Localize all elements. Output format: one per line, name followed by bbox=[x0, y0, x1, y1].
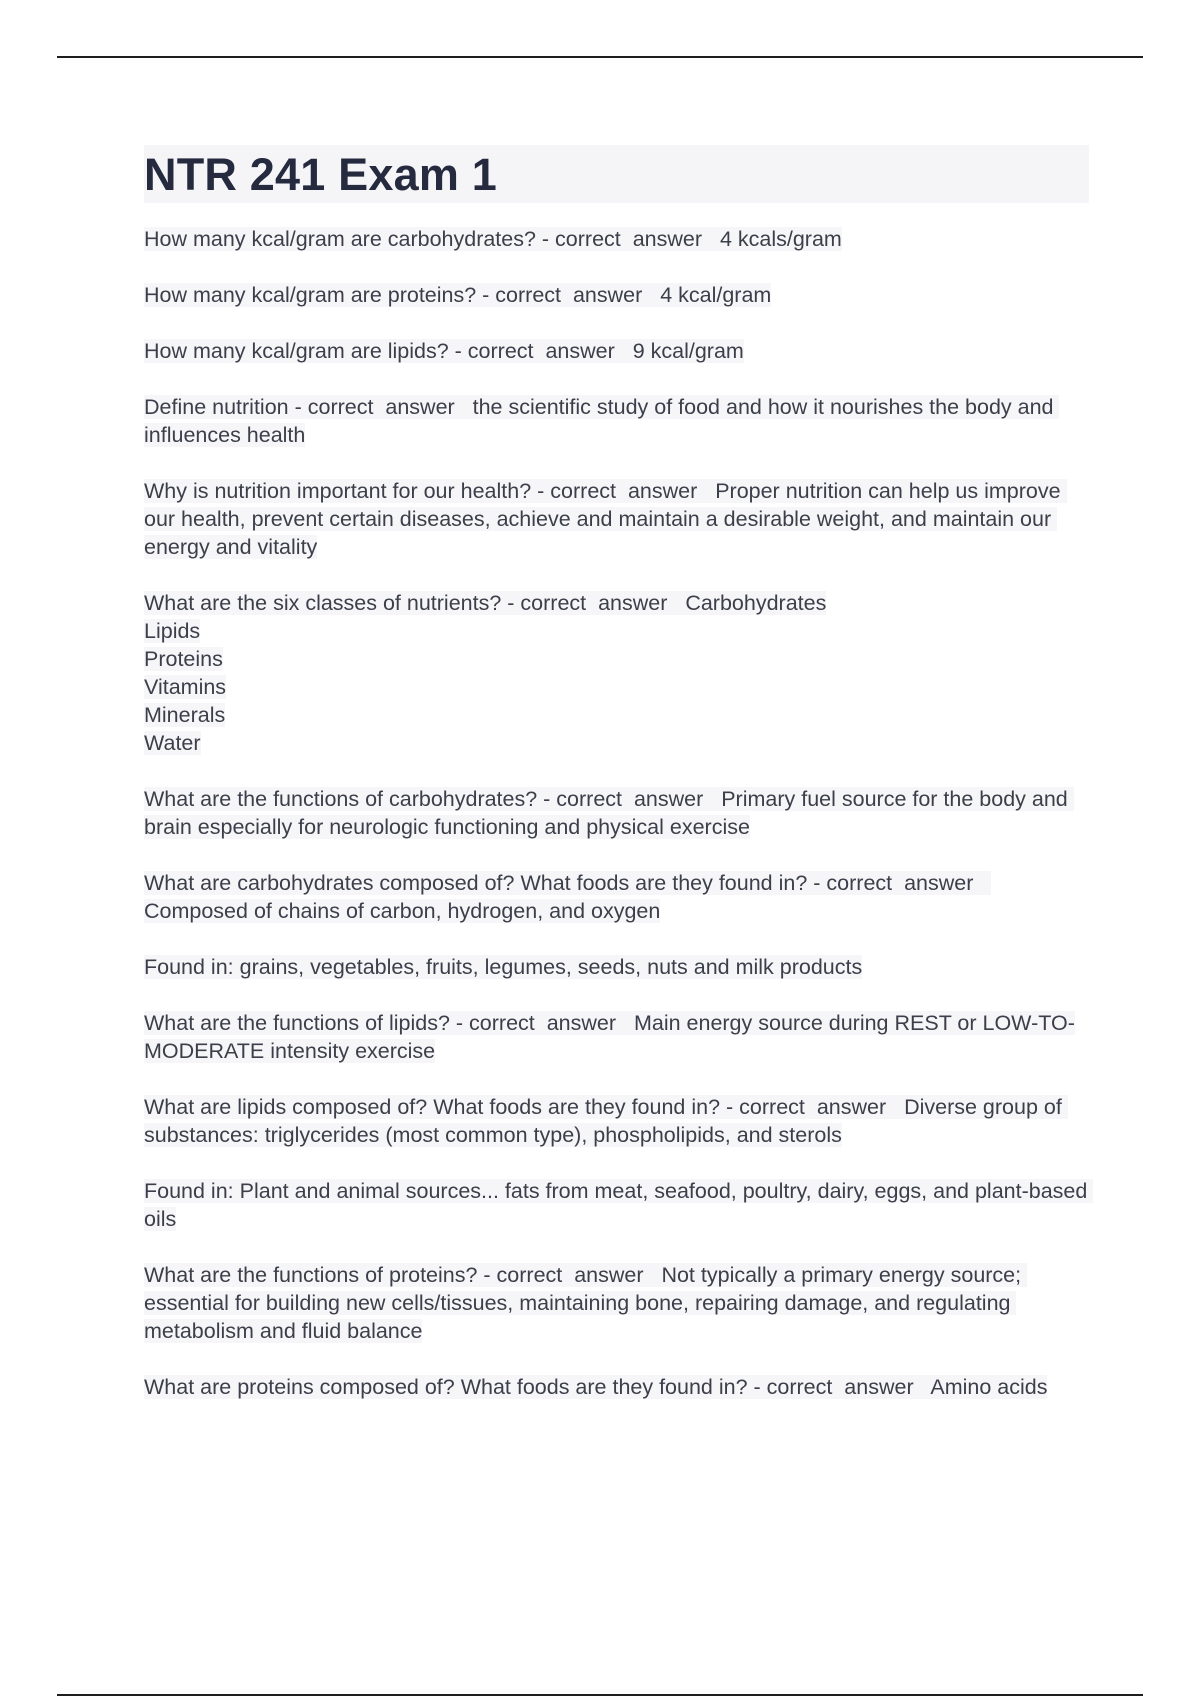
qa-text bbox=[144, 1375, 1047, 1399]
answer-text: Diverse group of substances: triglycerides (most common type), phospholipids, and sterols bbox=[144, 1095, 1068, 1147]
qa-text bbox=[144, 955, 862, 979]
question-text: How many kcal/gram are lipids? bbox=[144, 339, 449, 363]
qa-entry bbox=[144, 393, 1089, 449]
answer-text: Primary fuel source for the body and brain especially for neurologic functioning and physical exercise bbox=[144, 787, 1074, 839]
qa-entry bbox=[144, 869, 1089, 925]
answer-text: Not typically a primary energy source; essential for building new cells/tissues, maintaining bone, repairing damage, and regulating metabolism and fluid balance bbox=[144, 1263, 1028, 1343]
qa-text bbox=[144, 395, 1059, 447]
question-text: Define nutrition bbox=[144, 395, 289, 419]
answer-separator: - correct answer bbox=[720, 1095, 905, 1119]
qa-text bbox=[144, 283, 771, 307]
question-text: What are the functions of carbohydrates? bbox=[144, 787, 538, 811]
answer-text: 4 kcal/gram bbox=[660, 283, 772, 307]
qa-entry bbox=[144, 589, 1089, 757]
question-text: How many kcal/gram are carbohydrates? bbox=[144, 227, 536, 251]
answer-separator: - correct answer bbox=[747, 1375, 931, 1399]
answer-text: 9 kcal/gram bbox=[632, 339, 744, 363]
qa-text bbox=[144, 479, 1067, 559]
bottom-divider bbox=[57, 1694, 1143, 1696]
answer-separator: - correct answer bbox=[476, 283, 661, 307]
qa-list bbox=[144, 225, 1094, 1401]
qa-text bbox=[144, 1011, 1075, 1063]
qa-text bbox=[144, 1095, 1068, 1147]
answer-text: Found in: grains, vegetables, fruits, legumes, seeds, nuts and milk products bbox=[144, 955, 863, 979]
qa-entry bbox=[144, 785, 1089, 841]
answer-text: Amino acids bbox=[930, 1375, 1048, 1399]
answer-text: Main energy source during REST or LOW-TO-MODERATE intensity exercise bbox=[144, 1011, 1075, 1063]
qa-text bbox=[144, 591, 826, 755]
question-text: What are the functions of proteins? bbox=[144, 1263, 478, 1287]
answer-separator: - correct answer bbox=[288, 395, 473, 419]
qa-text bbox=[144, 871, 991, 923]
answer-text: Proper nutrition can help us improve our health, prevent certain diseases, achieve and maintain a desirable weight, and maintain our energy and vitality bbox=[144, 479, 1067, 559]
qa-entry bbox=[144, 1177, 1094, 1233]
qa-entry bbox=[144, 1093, 1089, 1149]
qa-text bbox=[144, 787, 1074, 839]
question-text: What are lipids composed of? What foods are they found in? bbox=[144, 1095, 721, 1119]
answer-separator: - correct answer bbox=[535, 227, 720, 251]
top-divider bbox=[57, 56, 1143, 58]
question-text: Why is nutrition important for our health? bbox=[144, 479, 532, 503]
qa-text bbox=[144, 227, 842, 251]
qa-entry bbox=[144, 1373, 1089, 1401]
answer-text: Found in: Plant and animal sources... fats from meat, seafood, poultry, dairy, eggs, and plant-based oils bbox=[144, 1179, 1094, 1231]
qa-entry bbox=[144, 1261, 1089, 1345]
question-text: What are the six classes of nutrients? bbox=[144, 591, 502, 615]
title-band bbox=[144, 145, 1089, 203]
answer-separator: - correct answer bbox=[449, 1011, 634, 1035]
qa-entry bbox=[144, 1009, 1089, 1065]
question-text: What are the functions of lipids? bbox=[144, 1011, 450, 1035]
answer-text: Composed of chains of carbon, hydrogen, and oxygen bbox=[144, 899, 661, 923]
answer-separator: - correct answer bbox=[531, 479, 716, 503]
qa-entry bbox=[144, 953, 1089, 981]
answer-separator: - correct answer bbox=[501, 591, 686, 615]
qa-entry bbox=[144, 281, 1089, 309]
answer-text: Carbohydrates Lipids Proteins Vitamins Minerals Water bbox=[144, 591, 827, 755]
question-text: What are carbohydrates composed of? What foods are they found in? bbox=[144, 871, 808, 895]
question-text: How many kcal/gram are proteins? bbox=[144, 283, 477, 307]
answer-text: the scientific study of food and how it nourishes the body and influences health bbox=[144, 395, 1060, 447]
qa-text bbox=[144, 1179, 1093, 1231]
answer-separator: - correct answer bbox=[477, 1263, 662, 1287]
answer-separator: - correct answer bbox=[807, 871, 992, 895]
qa-text bbox=[144, 1263, 1027, 1343]
qa-entry bbox=[144, 477, 1089, 561]
answer-separator: - correct answer bbox=[448, 339, 633, 363]
answer-text: 4 kcals/gram bbox=[719, 227, 842, 251]
qa-entry bbox=[144, 337, 1089, 365]
question-text: What are proteins composed of? What foods are they found in? bbox=[144, 1375, 748, 1399]
qa-entry bbox=[144, 225, 1089, 253]
document-body bbox=[144, 145, 1094, 1429]
qa-text bbox=[144, 339, 744, 363]
answer-separator: - correct answer bbox=[537, 787, 722, 811]
page-title: NTR 241 Exam 1 bbox=[144, 148, 497, 200]
